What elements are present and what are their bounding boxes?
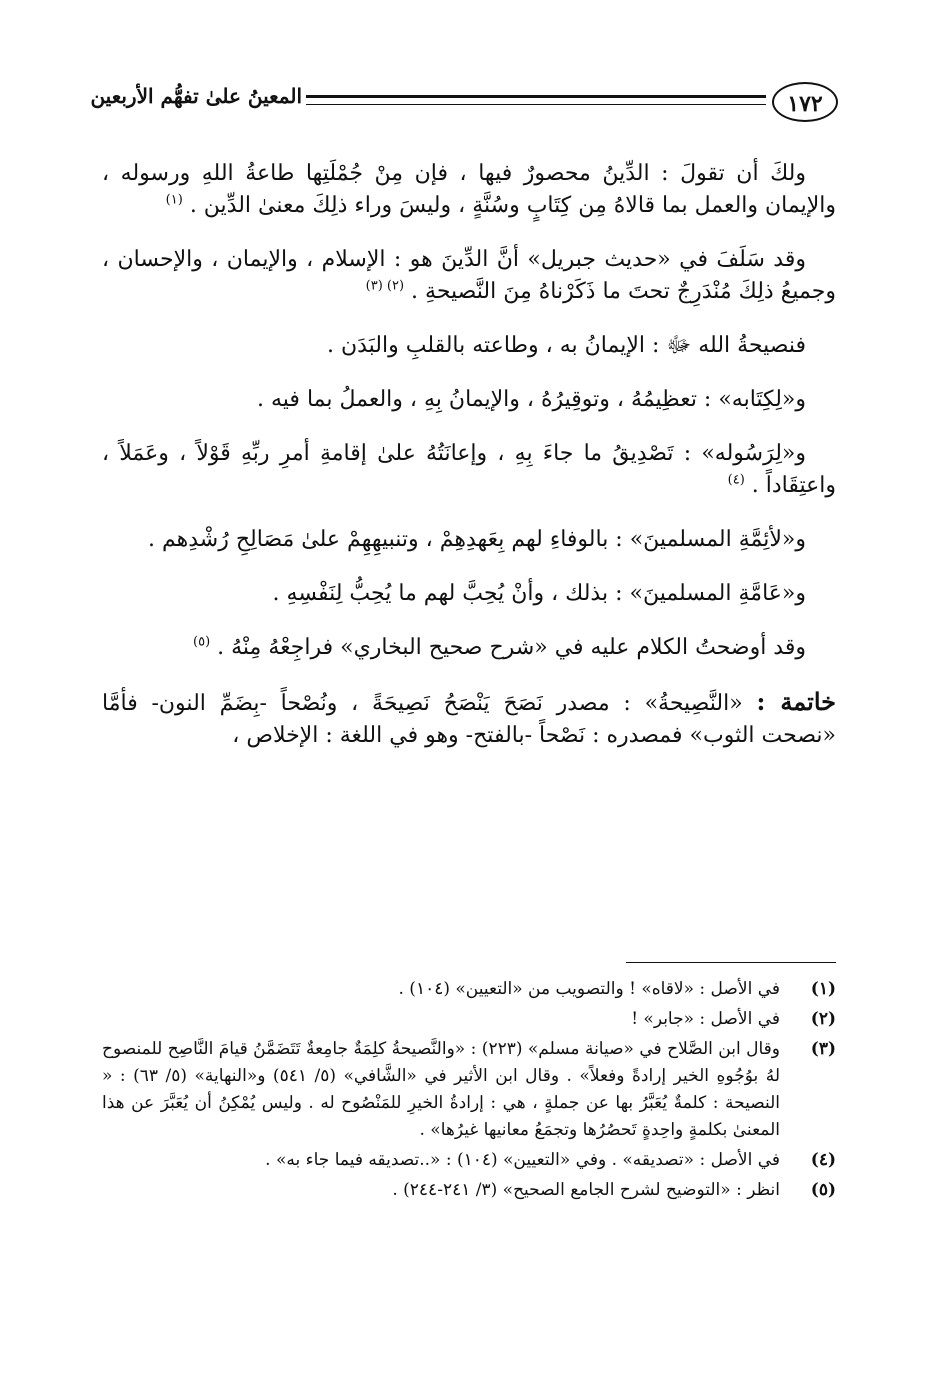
section-lead: خاتمة :: [756, 687, 836, 716]
footnote-text: في الأصل : «تصديقه» . وفي «التعيين» (١٠٤) : «..تصديقه فيما جاء به» .: [265, 1150, 780, 1170]
footnote: [102, 1036, 836, 1144]
paragraph-text: و«لأئِمَّةِ المسلمينَ» : بالوفاءِ لهم بِعَهدِهِمْ ، وتنبيهِهِمْ علىٰ مَصَالِحِ رُشْدِهم .: [148, 527, 806, 552]
running-title: المعينُ علىٰ تفهُّم الأربعين: [90, 84, 302, 108]
footnote-text: انظر : «التوضيح لشرح الجامع الصحيح» (٣/ ٢٤١-٢٤٤) .: [392, 1180, 780, 1200]
paragraph: [102, 438, 836, 502]
footnote-number: (١): [810, 979, 836, 999]
footnote-text: في الأصل : «لاقاه» ! والتصويب من «التعيين» (١٠٤) .: [398, 979, 780, 999]
footnote: [102, 1177, 836, 1204]
footnote-number: (٢): [810, 1009, 836, 1029]
footnote-ref[interactable]: (١): [165, 192, 183, 208]
footnote-number: (٥): [810, 1180, 836, 1200]
main-text: [102, 158, 836, 774]
footnote-ref[interactable]: (٥): [193, 634, 211, 650]
page-header: [90, 78, 838, 126]
footnote-text: في الأصل : «جابر» !: [631, 1009, 780, 1029]
footnote-text: وقال ابن الصَّلاح في «صيانة مسلم» (٢٢٣) : «والنَّصيحةُ كلِمَةٌ جامِعةٌ تَتَضَمَّنُ قيامَ النَّاصِح للمنصوح لهُ بوُجُوهِ الخير إرادةً وفعلاً» . وقال ابن الأثير في «الشَّافي» (٥/ ٥٤١) و«النهاية» (٥/ ٦٣) : « النصيحة : كلمةٌ يُعَبَّرُ بها عن جملةٍ ، هي : إرادةُ الخيرِ للمَنْصُوح له . وليس يُمْكِنُ أن يُعَبَّرَ عن هذا المعنىٰ بكلمةٍ واحِدةٍ تَحصُرُها وتجمَعُ معانيها غيرُها» .: [102, 1039, 781, 1140]
paragraph-text: «النَّصِيحةُ» : مصدر نَصَحَ يَنْصَحُ نَصِيحَةً ، ونُصْحاً -بِضَمِّ النون- فأمَّا «نصحت الثوب» فمصدره : نَصْحاً -بالفتح- وهو في اللغة : الإخلاص ،: [102, 691, 836, 748]
footnotes: [102, 976, 836, 1207]
footnote-divider: [626, 962, 836, 963]
footnote: [102, 1147, 836, 1174]
paragraph: [102, 632, 836, 664]
paragraph: [102, 384, 836, 416]
paragraph-text: وقد أوضحتُ الكلام عليه في «شرح صحيح البخاري» فراجِعْهُ مِنْهُ .: [217, 635, 806, 660]
paragraph: [102, 524, 836, 556]
footnote-ref[interactable]: (٤): [727, 472, 745, 488]
paragraph: [102, 244, 836, 308]
header-rule: [306, 95, 766, 105]
footnote-number: (٣): [810, 1039, 836, 1059]
paragraph-text: وقد سَلَفَ في «حديث جبريل» أنَّ الدِّينَ هو : الإسلام ، والإيمان ، والإحسان ، وجميعُ ذلِكَ مُنْدَرِجٌ تحتَ ما ذَكَرْناهُ مِنَ النَّصيحةِ .: [102, 247, 836, 304]
paragraph-text: ولكَ أن تقولَ : الدِّينُ محصورٌ فيها ، فإن مِنْ جُمْلَتِها طاعةُ اللهِ ورسوله ، والإيمان والعمل بما قالاهُ مِن كِتَابٍ وسُنَّةٍ ، وليسَ وراء ذلِكَ معنىٰ الدِّين .: [102, 161, 836, 218]
paragraph: [102, 158, 836, 222]
footnote: [102, 976, 836, 1003]
paragraph-text: فنصيحةُ الله ﷻ : الإيمانُ به ، وطاعته بالقلبِ والبَدَن .: [326, 333, 806, 358]
paragraph: [102, 686, 836, 752]
footnote-number: (٤): [810, 1150, 836, 1170]
footnote: [102, 1006, 836, 1033]
page-number: ١٧٢: [772, 82, 838, 122]
paragraph-text: و«عَامَّةِ المسلمينَ» : بذلك ، وأنْ يُحِبَّ لهم ما يُحِبُّ لِنَفْسِهِ .: [272, 581, 806, 606]
footnote-ref[interactable]: (٢) (٣): [365, 278, 405, 294]
paragraph: [102, 330, 836, 362]
paragraph-text: و«لِرَسُوله» : تَصْدِيقُ ما جاءَ بِهِ ، وإعانَتُهُ علىٰ إقامةِ أمرِ ربِّهِ قَوْلاً ، وعَمَلاً ، واعتِقَاداً .: [102, 441, 836, 498]
paragraph-text: و«لِكِتَابه» : تعظِيمُهُ ، وتوقِيرُهُ ، والإيمانُ بِهِ ، والعملُ بما فيه .: [257, 387, 806, 412]
paragraph: [102, 578, 836, 610]
